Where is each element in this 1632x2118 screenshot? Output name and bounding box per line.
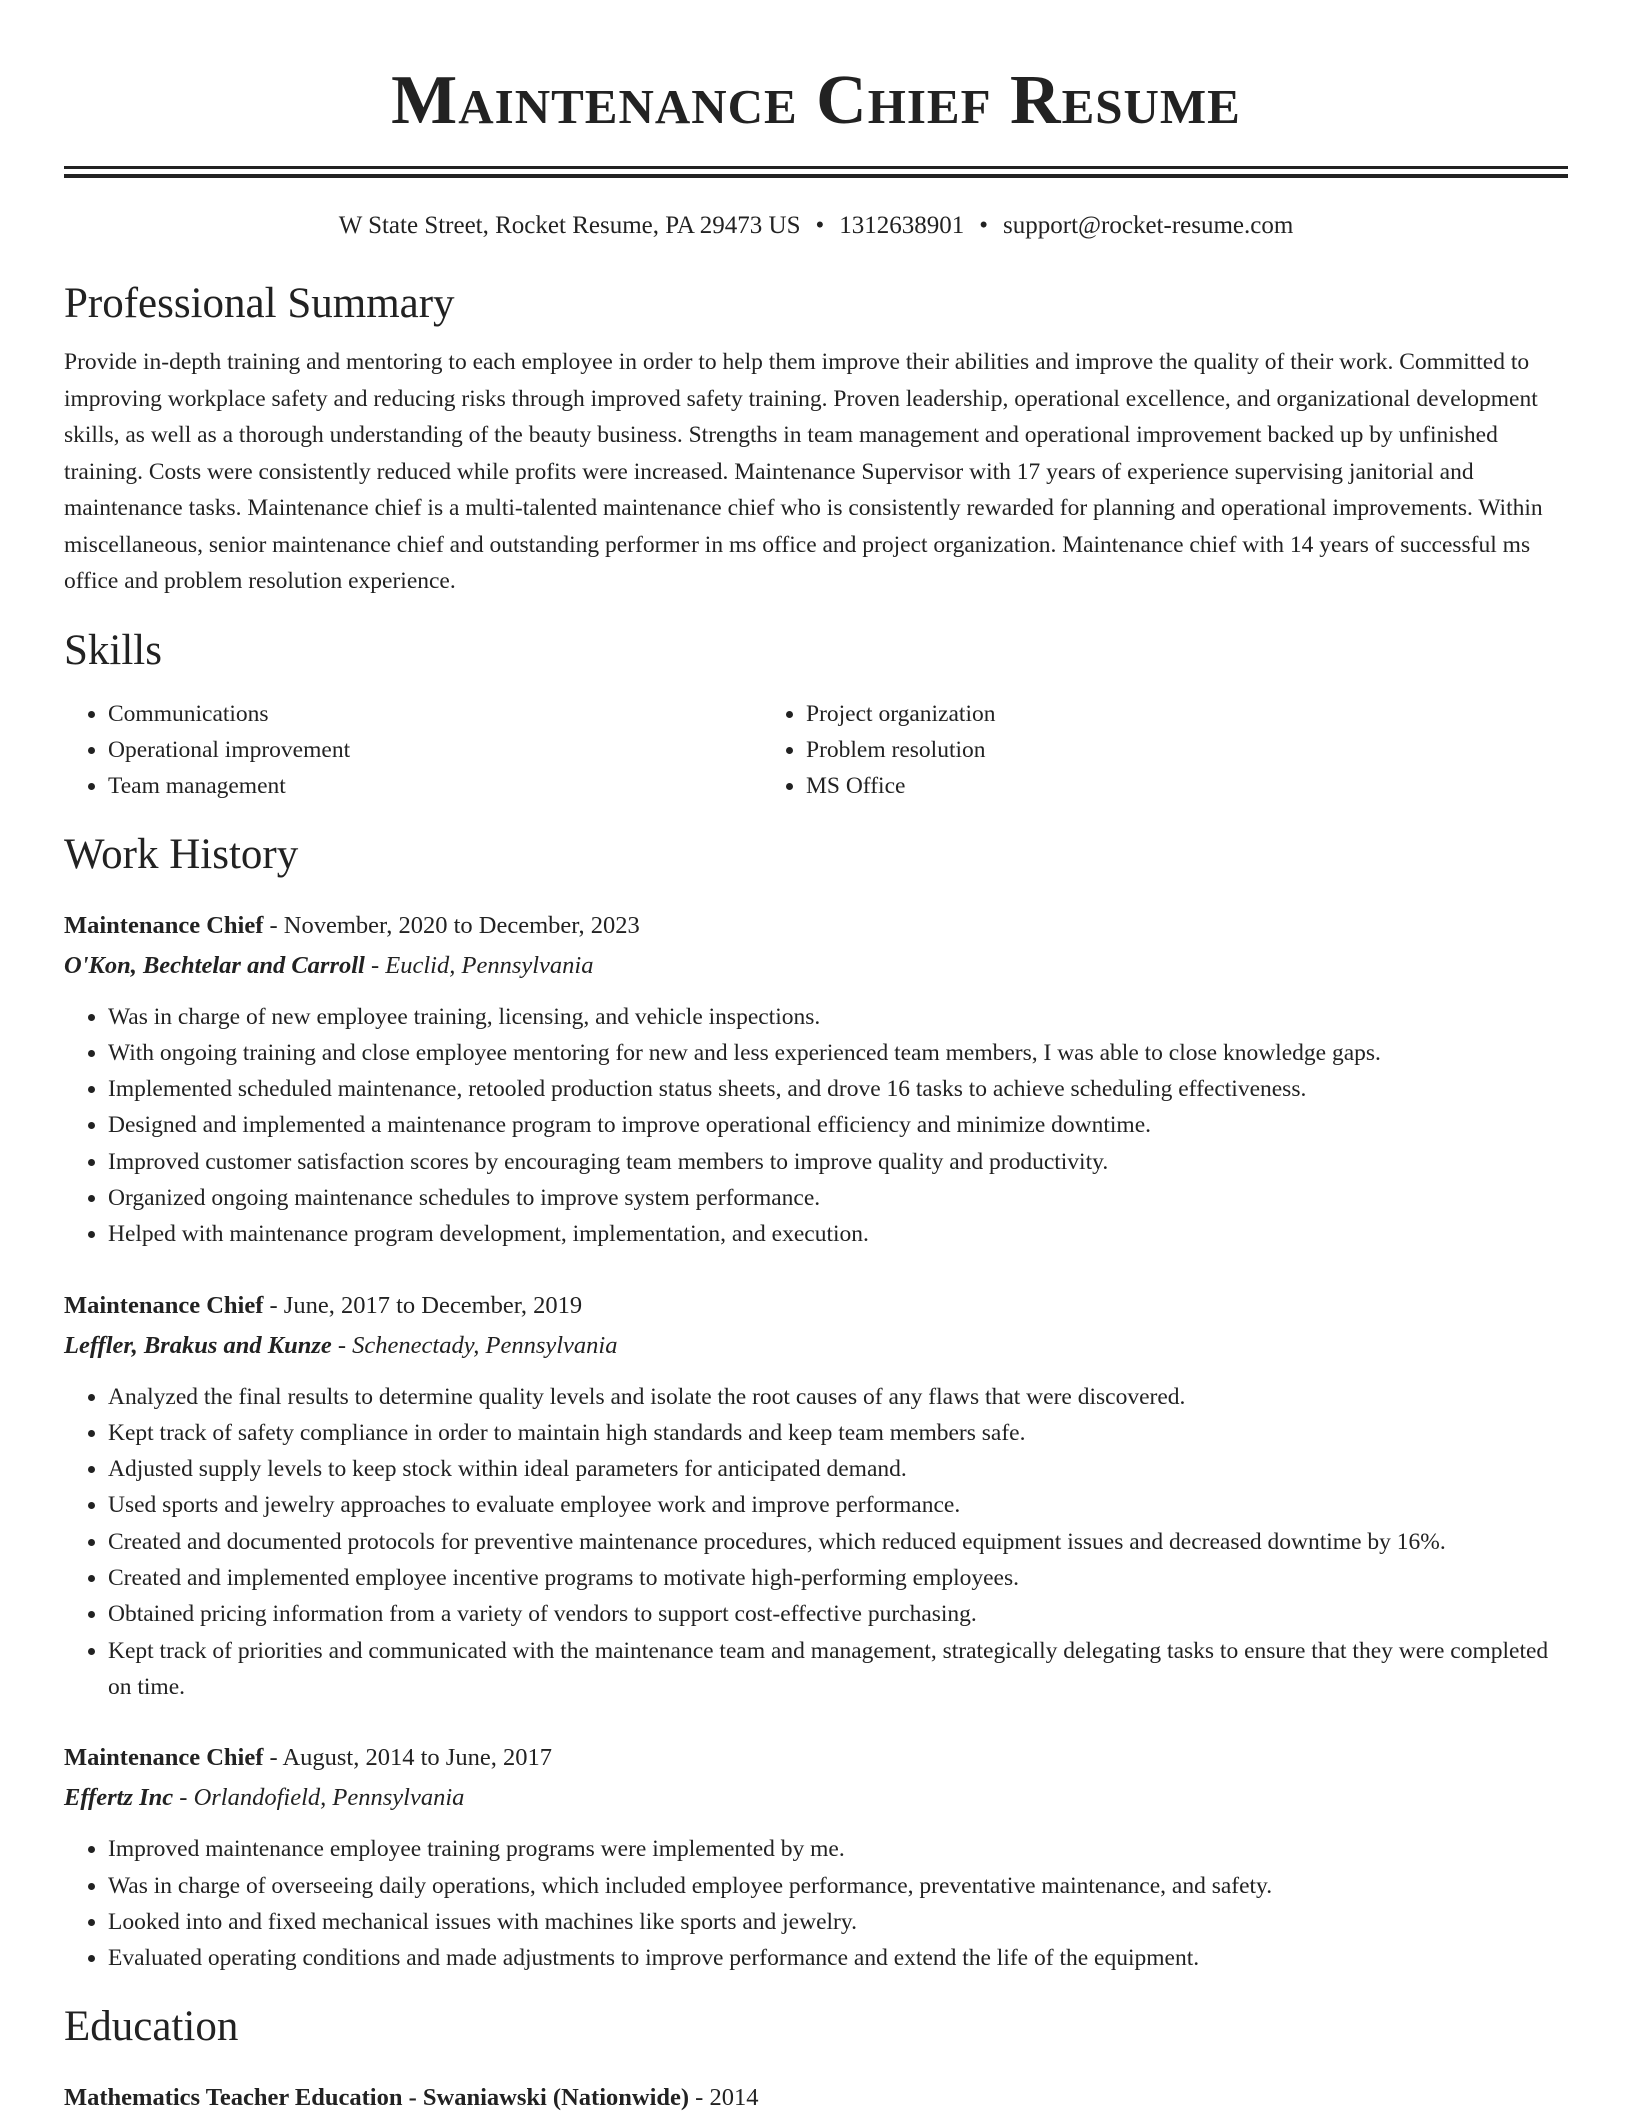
title-divider-bottom (64, 174, 1568, 178)
job-bullet: • Improved customer satisfaction scores by encouraging team members to improve quality and productivity. (108, 1144, 1568, 1180)
job-bullet: • Organized ongoing maintenance schedules to improve system performance. (108, 1180, 1568, 1216)
job-title: Maintenance Chief (64, 1291, 264, 1319)
resume-page (64, 0, 1568, 2118)
job-bullet: • Improved maintenance employee training programs were implemented by me. (108, 1831, 1568, 1867)
job-bullets (64, 1379, 1568, 1706)
job-entry (64, 1738, 1568, 1976)
contact-separator: • (815, 212, 825, 239)
skills-column-left (64, 696, 762, 804)
job-dates: June, 2017 to December, 2019 (283, 1291, 583, 1319)
job-bullets (64, 1831, 1568, 1976)
contact-address: W State Street, Rocket Resume, PA 29473 US (338, 212, 801, 239)
title-divider-top (64, 166, 1568, 169)
job-title-line: Maintenance Chief - June, 2017 to December, 2019 (64, 1291, 583, 1319)
job-bullet: • Used sports and jewelry approaches to evaluate employee work and improve performance. (108, 1487, 1568, 1523)
skill-item: • MS Office (806, 768, 1504, 804)
skills-column-right (762, 696, 1504, 804)
job-company-line: O'Kon, Bechtelar and Carroll - Euclid, Pennsylvania (64, 951, 594, 979)
job-bullet: • Adjusted supply levels to keep stock within ideal parameters for anticipated demand. (108, 1451, 1568, 1487)
job-bullet: • Was in charge of new employee training, licensing, and vehicle inspections. (108, 999, 1568, 1035)
job-company: O'Kon, Bechtelar and Carroll (64, 951, 365, 979)
job-company-line: Leffler, Brakus and Kunze - Schenectady, Pennsylvania (64, 1331, 618, 1359)
job-bullet: • Looked into and fixed mechanical issues with machines like sports and jewelry. (108, 1904, 1568, 1940)
job-company: Effertz Inc (64, 1784, 174, 1812)
job-bullet: • Kept track of priorities and communicated with the maintenance team and management, strategically delegating tasks to ensure that they were completed on time. (108, 1633, 1568, 1706)
skills-heading: Skills (64, 626, 162, 674)
job-location: Orlandofield, Pennsylvania (193, 1784, 465, 1812)
job-entry (64, 1286, 1568, 1706)
education-degree: Mathematics Teacher Education (64, 2084, 403, 2112)
skill-item: • Team management (108, 768, 762, 804)
resume-title: Maintenance Chief Resume (391, 62, 1241, 139)
job-bullets (64, 999, 1568, 1253)
job-location: Euclid, Pennsylvania (385, 951, 594, 979)
education-school: Swaniawski (Nationwide) (422, 2084, 690, 2112)
summary-heading: Professional Summary (64, 280, 455, 327)
job-company-line: Effertz Inc - Orlandofield, Pennsylvania (64, 1784, 465, 1812)
job-bullet: • Evaluated operating conditions and made adjustments to improve performance and extend the life of the equipment. (108, 1940, 1568, 1976)
skill-item: • Project organization (806, 696, 1504, 732)
contact-email: support@rocket-resume.com (1003, 212, 1294, 239)
job-bullet: • Created and implemented employee incentive programs to motivate high-performing employees. (108, 1560, 1568, 1596)
job-bullet: • Implemented scheduled maintenance, retooled production status sheets, and drove 16 tasks to achieve scheduling effectiveness. (108, 1071, 1568, 1107)
job-bullet: • Kept track of safety compliance in order to maintain high standards and keep team members safe. (108, 1415, 1568, 1451)
contact-phone: 1312638901 (839, 212, 965, 239)
job-bullet: • Helped with maintenance program development, implementation, and execution. (108, 1216, 1568, 1252)
skill-item: • Communications (108, 696, 762, 732)
job-company: Leffler, Brakus and Kunze (64, 1331, 332, 1359)
job-title: Maintenance Chief (64, 911, 264, 939)
job-bullet: • Obtained pricing information from a variety of vendors to support cost-effective purchasing. (108, 1596, 1568, 1632)
job-location: Schenectady, Pennsylvania (352, 1331, 618, 1359)
education-year: 2014 (709, 2084, 759, 2112)
job-bullet: • Analyzed the final results to determine quality levels and isolate the root causes of any flaws that were discovered. (108, 1379, 1568, 1415)
job-entry (64, 906, 1568, 1253)
education-line: Mathematics Teacher Education - Swaniawski (Nationwide) - 2014 (64, 2084, 759, 2112)
contact-separator: • (979, 212, 989, 239)
job-title-line: Maintenance Chief - November, 2020 to December, 2023 (64, 911, 640, 939)
summary-text: Provide in-depth training and mentoring to each employee in order to help them improve their abilities and improve the quality of their work. Committed to improving workplace safety and reducing risks through improved safety training. Proven leadership, operational excellence, and organizational development skills, as well as a thorough understanding of the beauty business. Strengths in team management and operational improvement backed up by unfinished training. Costs were consistently reduced while profits were increased. Maintenance Supervisor with 17 years of experience supervising janitorial and maintenance tasks. Maintenance chief is a multi-talented maintenance chief who is consistently rewarded for planning and operational improvements. Within miscellaneous, senior maintenance chief and outstanding performer in ms office and project organization. Maintenance chief with 14 years of successful ms office and problem resolution experience. (64, 349, 1543, 594)
skill-item: • Operational improvement (108, 732, 762, 768)
skill-item: • Problem resolution (806, 732, 1504, 768)
job-bullet: • Created and documented protocols for preventive maintenance procedures, which reduced equipment issues and decreased downtime by 16%. (108, 1524, 1568, 1560)
skills-list (64, 696, 1568, 804)
education-heading: Education (64, 2003, 239, 2051)
contact-line (64, 211, 1568, 241)
job-title-line: Maintenance Chief - August, 2014 to June, 2017 (64, 1744, 552, 1772)
work-history-heading: Work History (64, 830, 299, 878)
job-bullet: • Was in charge of overseeing daily operations, which included employee performance, preventative maintenance, and safety. (108, 1868, 1568, 1904)
job-dates: August, 2014 to June, 2017 (282, 1744, 552, 1772)
job-bullet: • Designed and implemented a maintenance program to improve operational efficiency and minimize downtime. (108, 1107, 1568, 1143)
job-dates: November, 2020 to December, 2023 (283, 911, 640, 939)
job-title: Maintenance Chief (64, 1744, 264, 1772)
job-bullet: • With ongoing training and close employee mentoring for new and less experienced team members, I was able to close knowledge gaps. (108, 1035, 1568, 1071)
